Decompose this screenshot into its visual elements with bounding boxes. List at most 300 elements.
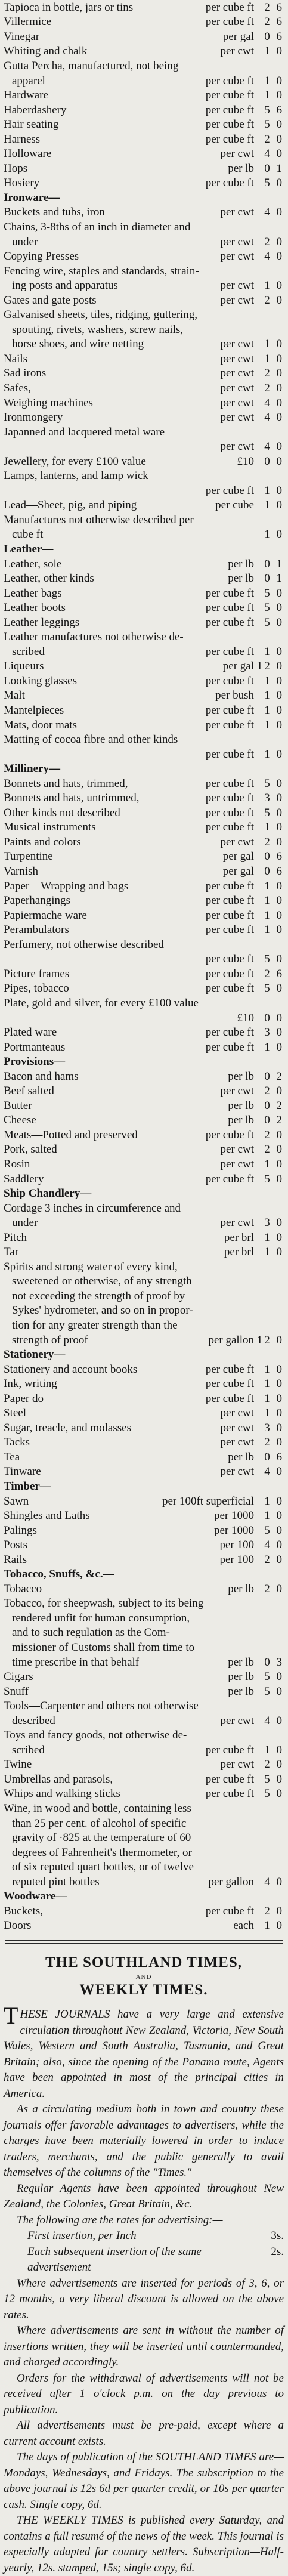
tariff-item: Varnish [4,866,39,878]
tariff-rate: 5 0 [264,1772,284,1786]
tariff-item: Posts [4,1539,28,1551]
tariff-rate: 0 0 [264,455,284,468]
tariff-row [4,864,284,879]
tariff-row [4,1391,284,1406]
tariff-unit: per cwt [220,440,254,453]
tariff-row [4,1318,284,1333]
tariff-item: Looking glasses [4,675,77,687]
tariff-item: Villermice [4,16,52,28]
tariff-rate: 4 0 [264,206,284,219]
tariff-unit: per cube ft [205,1392,254,1405]
tariff-unit: per cube ft [205,103,254,116]
tariff-row [4,1626,284,1641]
tariff-item: missioner of Customs shall from time to [12,1642,195,1654]
tariff-row [4,249,284,264]
tariff-rate: 4 0 [264,440,284,453]
drop-cap: T [4,2002,18,2029]
tariff-rate: 4 0 [264,1875,284,1888]
tariff-rate: 1 0 [264,1377,284,1391]
tariff-row [4,1274,284,1289]
tariff-unit: per cube ft [205,645,254,658]
tariff-row [4,439,284,454]
tariff-item: time prescribe in that behalf [12,1656,140,1668]
tariff-row [4,1215,284,1230]
tariff-item: Provisions— [4,1056,66,1068]
tariff-unit: per cube ft [205,923,254,937]
tariff-row [4,161,284,176]
tariff-unit: per cube ft [205,953,254,966]
tariff-rate: 3 0 [264,1026,284,1039]
tariff-item: Pipes, tobacco [4,983,69,994]
tariff-rate: 2 6 [264,16,284,29]
tariff-row [4,1743,284,1758]
tariff-item: Spirits and strong water of every kind, [4,1261,178,1272]
tariff-rate: 0 2 [264,1099,284,1112]
tariff-item: Holloware [4,148,52,160]
tariff-item: Copying Presses [4,251,79,262]
tariff-rate: 5 0 [264,586,284,600]
tariff-unit: per cube ft [205,894,254,907]
tariff-row [4,1874,284,1889]
tariff-item: Buckets, [4,1905,43,1917]
tariff-unit: per cwt [220,352,254,365]
tariff-rate: 5 0 [264,1670,284,1684]
tariff-item: horse shoes, and wire netting [12,338,144,350]
tariff-unit: per gallon [208,1875,254,1888]
tariff-rate: 1 0 [264,484,284,497]
tariff-row [4,747,284,762]
tariff-item: gravity of ·825 at the temperature of 60 [12,1832,191,1844]
tariff-section-heading [4,1186,284,1201]
tariff-rate: 2 0 [264,381,284,394]
tariff-row [4,981,284,996]
tariff-row [4,1083,284,1098]
advert-and: AND [135,1973,152,1981]
advert-para-publication: The days of publication of the SOUTHLAND TIMES are—Mondays, Wednesdays, and Fridays. The subscription to the above journal is 12s 6d per quarter credit, or 10s per quarter cash. Single copy, 6d. [4,2451,284,2511]
tariff-rate: 4 0 [264,250,284,263]
tariff-row [4,1698,284,1713]
tariff-rate: 5 6 [264,103,284,116]
tariff-rate: 2 0 [264,1758,284,1771]
tariff-item: Lead—Sheet, pig, and piping [4,499,137,511]
tariff-item: Leather, other kinds [4,573,94,585]
tariff-item: Cheese [4,1114,36,1126]
tariff-item: Ink, writing [4,1378,57,1390]
tariff-rate: 2 6 [264,967,284,980]
tariff-rate: 5 0 [264,953,284,966]
tariff-item: Whips and walking sticks [4,1788,120,1800]
tariff-item: Rails [4,1553,27,1565]
tariff-row [4,234,284,249]
tariff-rate: 1 0 [264,74,284,87]
tariff-item: Pitch [4,1231,27,1243]
tariff-unit: per lb [228,1114,254,1127]
tariff-item: Haberdashery [4,104,67,116]
customs-tariff-list [4,0,284,1933]
tariff-unit: per cube ft [205,704,254,717]
tariff-row [4,1435,284,1450]
tariff-item: ing posts and apparatus [12,280,118,292]
tariff-item: Portmanteaus [4,1041,66,1053]
tariff-rate: 4 0 [264,1465,284,1478]
advert-para-insertions: Where advertisements are sent in without the number of insertions written, they will be inserted until countermanded, and charged accordingly. [4,2324,284,2368]
tariff-rate: 1 0 [264,499,284,512]
tariff-unit: per cube ft [205,806,254,819]
tariff-unit: per cwt [220,1758,254,1771]
tariff-row [4,1113,284,1128]
tariff-row [4,1128,284,1142]
tariff-item: Manufactures not otherwise described per [4,514,194,526]
tariff-row [4,1333,284,1348]
advert-rates-list [4,2228,284,2276]
tariff-unit: per cube ft [205,982,254,995]
tariff-row [4,220,284,234]
tariff-item: described [12,1715,55,1726]
tariff-unit: per cwt [220,835,254,848]
tariff-item: Mantelpieces [4,705,64,716]
tariff-rate: 5 0 [264,777,284,790]
tariff-item: Bonnets and hats, trimmed, [4,777,128,789]
tariff-row [4,718,284,733]
tariff-section-heading [4,1054,284,1069]
tariff-unit: per cube ft [205,1772,254,1786]
tariff-rate: 1 0 [264,528,284,541]
tariff-item: of six reputed quart bottles, or of twelve [12,1861,194,1873]
tariff-item: Sad irons [4,367,47,379]
tariff-rate: 5 0 [264,1685,284,1698]
tariff-item: than 25 per cent. of alcohol of specific [12,1817,187,1829]
tariff-unit: per 1000 [213,1524,254,1537]
tariff-rate: 0 6 [264,30,284,43]
tariff-item: Other kinds not described [4,807,120,818]
tariff-rate: 1 0 [264,748,284,761]
tariff-rate: 1 0 [264,45,284,58]
tariff-unit: per lb [228,572,254,585]
advert-para-weekly: THE WEEKLY TIMES is published every Saturday, and contains a full resumé of the news of the week. This journal is especially adapted for country settlers. Subscription—Half-yearly, 12s. stamped, 15s; single copy, 6d. [4,2514,284,2574]
tariff-item: tion for any greater strength than the [12,1319,178,1331]
tariff-item: Nails [4,353,28,365]
tariff-unit: per cwt [220,1714,254,1727]
tariff-row [4,850,284,864]
tariff-unit: per cube ft [205,792,254,805]
tariff-row [4,512,284,527]
tariff-unit: per lb [228,1099,254,1112]
tariff-item: Sykes' hydrometer, and so on in propor- [12,1305,193,1317]
tariff-rate: 0 1 [264,557,284,570]
tariff-unit: per cwt [220,1436,254,1449]
tariff-rate: 5 0 [264,177,284,190]
tariff-rate: 4 0 [264,396,284,409]
tariff-rate: 2 0 [264,1436,284,1449]
tariff-unit: per lb [228,1670,254,1684]
tariff-row [4,586,284,601]
tariff-rate: 1 0 [264,89,284,102]
tariff-item: Lamps, lanterns, and lamp wick [4,470,148,482]
tariff-unit: per cwt [220,206,254,219]
tariff-unit: per cube ft [205,718,254,731]
tariff-row [4,1172,284,1187]
tariff-item: Gutta Percha, manufactured, not being [4,60,179,72]
tariff-rate: 0 3 [264,1655,284,1669]
advert-title-weekly: WEEKLY TIMES. [79,1982,208,1998]
tariff-unit: per cwt [220,1157,254,1170]
tariff-row [4,1919,284,1933]
tariff-item: Turpentine [4,851,53,863]
tariff-row [4,835,284,850]
tariff-item: Rosin [4,1158,30,1170]
tariff-item: Hosiery [4,177,40,189]
tariff-rate: 2 6 [264,1,284,14]
tariff-item: Fencing wire, staples and standards, strain- [4,265,199,277]
tariff-item: Bonnets and hats, untrimmed, [4,792,140,804]
tariff-unit: £10 [237,1011,254,1024]
tariff-item: Plate, gold and silver, for every £100 value [4,997,199,1009]
tariff-item: Cordage 3 inches in circumference and [4,1202,181,1214]
tariff-row [4,1069,284,1084]
tariff-rate: 2 0 [264,235,284,248]
tariff-unit: per gal [222,30,254,43]
tariff-item: Tinware [4,1466,41,1478]
tariff-row [4,659,284,674]
tariff-section-heading [4,761,284,776]
tariff-row [4,117,284,132]
rate-label: First insertion, per Inch [27,2229,137,2242]
tariff-row [4,1728,284,1743]
tariff-rate: 1 0 [264,1040,284,1054]
tariff-rate: 1 0 [264,1246,284,1259]
tariff-item: Paints and colors [4,836,81,848]
tariff-unit: per cwt [220,1465,254,1478]
tariff-row [4,1830,284,1845]
tariff-row [4,1450,284,1465]
tariff-item: and to such regulation as the Com- [12,1627,170,1639]
tariff-row [4,1596,284,1611]
tariff-rate: 1 0 [264,674,284,687]
tariff-row [4,1860,284,1874]
tariff-item: Doors [4,1920,32,1932]
tariff-row [4,703,284,718]
tariff-item: Ironmongery [4,412,63,424]
tariff-rate: 1 0 [264,879,284,892]
tariff-item: Timber— [4,1481,51,1492]
tariff-rate: 1 0 [264,821,284,834]
tariff-item: Liqueurs [4,660,44,672]
tariff-row [4,1669,284,1684]
tariff-rate: 5 0 [264,982,284,995]
tariff-rate: 2 0 [264,294,284,307]
tariff-row [4,1304,284,1318]
tariff-rate: 1 0 [264,338,284,351]
tariff-row [4,805,284,820]
tariff-unit: per cwt [220,45,254,58]
tariff-unit: per cwt [220,250,254,263]
tariff-row [4,73,284,88]
tariff-row [4,1025,284,1040]
tariff-item: Tapioca in bottle, jars or tins [4,1,134,13]
tariff-item: Saddlery [4,1173,44,1185]
tariff-rate: 2 0 [264,1128,284,1141]
tariff-row [4,908,284,923]
tariff-unit: per lb [228,1685,254,1698]
tariff-row [4,1244,284,1259]
tariff-unit: per cwt [220,1143,254,1156]
tariff-rate: 1 0 [264,1407,284,1420]
tariff-item: Buckets and tubs, iron [4,206,105,218]
tariff-row [4,44,284,59]
tariff-row [4,337,284,352]
tariff-unit: per lb [228,557,254,570]
tariff-unit: per 100ft superficial [162,1494,254,1508]
tariff-row [4,1684,284,1699]
tariff-rate: 4 0 [264,1539,284,1552]
rate-row [27,2244,284,2276]
tariff-unit: per lb [228,1450,254,1463]
tariff-item: Stationery and account books [4,1363,138,1375]
tariff-rate: 0 6 [264,865,284,878]
tariff-rate: 1 0 [264,645,284,658]
tariff-unit: per cwt [220,147,254,160]
tariff-item: apparel [12,75,45,87]
tariff-unit: per 100 [219,1539,254,1552]
tariff-item: Cigars [4,1671,33,1683]
tariff-rate: 2 0 [264,1904,284,1917]
tariff-item: Galvanised sheets, tiles, ridging, guttering, [4,309,198,321]
tariff-item: Mats, door mats [4,719,77,731]
tariff-rate: 0 1 [264,162,284,175]
tariff-unit: per bush [215,689,254,702]
tariff-row [4,1098,284,1113]
tariff-item: Harness [4,133,41,145]
tariff-section-heading [4,1347,284,1362]
tariff-unit: per cube ft [205,1904,254,1917]
tariff-item: Perambulators [4,924,69,936]
advert-para-prepaid: All advertisements must be pre-paid, except where a current account exists. [4,2419,284,2448]
tariff-item: Woodware— [4,1891,67,1902]
tariff-unit: per cwt [220,1421,254,1434]
tariff-row [4,1142,284,1157]
tariff-item: sweetened or otherwise, of any strength [12,1275,192,1287]
tariff-row [4,1552,284,1567]
tariff-unit: per cwt [220,235,254,248]
tariff-row [4,1772,284,1787]
tariff-item: Gates and gate posts [4,294,97,306]
tariff-item: Leather— [4,543,54,555]
tariff-unit: per cube ft [205,879,254,892]
tariff-row [4,893,284,908]
top-rule [5,1940,283,1941]
tariff-item: Sugar, treacle, and molasses [4,1422,131,1434]
tariff-item: Tobacco, for sheepwash, subject to its being [4,1598,204,1610]
advert-title: THE SOUTHLAND TIMES, [45,1954,243,1970]
tariff-unit: per cwt [220,1407,254,1420]
tariff-unit: per cwt [220,411,254,424]
tariff-rate: 1 0 [264,1743,284,1756]
tariff-unit: per 100 [219,1553,254,1566]
tariff-item: Wine, in wood and bottle, containing less [4,1803,191,1815]
tariff-row [4,322,284,337]
rate-row [27,2228,284,2244]
tariff-row [4,1201,284,1216]
tariff-section-heading [4,1479,284,1494]
tariff-item: Stationery— [4,1349,66,1361]
tariff-row [4,205,284,220]
tariff-row [4,630,284,645]
tariff-item: Sawn [4,1495,29,1507]
tariff-unit: per cwt [220,1085,254,1098]
tariff-rate: 2 0 [264,1582,284,1595]
tariff-row [4,1230,284,1245]
tariff-item: Beef salted [4,1085,54,1097]
top-rule-thin [5,1943,283,1944]
tariff-rate: 0 0 [264,1011,284,1024]
tariff-row [4,1289,284,1304]
tariff-item: Whiting and chalk [4,45,88,57]
tariff-item: Tobacco, Snuffs, &c.— [4,1568,114,1580]
tariff-rate: 3 0 [264,1421,284,1434]
tariff-rate: 2 0 [264,1143,284,1156]
tariff-row [4,1406,284,1421]
tariff-unit: per lb [228,1655,254,1669]
tariff-item: Leather boots [4,602,66,614]
tariff-unit: per gallon [208,1333,254,1346]
tariff-row [4,307,284,322]
tariff-rate: 5 0 [264,616,284,629]
tariff-row [4,469,284,484]
tariff-item: Malt [4,690,25,702]
tariff-item: cube ft [12,529,44,540]
tariff-item: Vinegar [4,30,40,42]
tariff-row [4,1040,284,1055]
tariff-row [4,1465,284,1479]
tariff-row [4,791,284,806]
tariff-row [4,557,284,572]
tariff-unit: per cube ft [205,616,254,629]
tariff-row [4,937,284,952]
tariff-rate: 0 6 [264,850,284,863]
tariff-row [4,600,284,615]
tariff-unit: per brl [224,1246,254,1259]
tariff-row [4,351,284,366]
tariff-rate: 3 0 [264,1216,284,1230]
tariff-row [4,483,284,498]
tariff-row [4,1816,284,1831]
tariff-row [4,571,284,586]
tariff-rate: 5 0 [264,806,284,819]
tariff-item: Leather bags [4,587,62,599]
tariff-item: rendered unfit for human consumption, [12,1612,190,1624]
tariff-item: Leather leggings [4,616,80,628]
tariff-row [4,1758,284,1772]
tariff-row [4,1787,284,1802]
tariff-item: Butter [4,1099,32,1111]
tariff-item: Tacks [4,1437,30,1448]
tariff-section-heading [4,1567,284,1582]
tariff-item: Plated ware [4,1027,57,1039]
tariff-item: Shingles and Laths [4,1510,90,1522]
tariff-unit: per cube ft [205,484,254,497]
tariff-row [4,1011,284,1026]
tariff-row [4,0,284,15]
advert-para-discount: Where advertisements are inserted for periods of 3, 6, or 12 months, a very liberal discount is allowed on the above rates. [4,2277,284,2321]
tariff-rate: 1 0 [264,704,284,717]
tariff-unit: per cwt [220,367,254,380]
tariff-unit: per cube ft [205,177,254,190]
tariff-item: Meats—Potted and preserved [4,1129,138,1141]
tariff-row [4,879,284,894]
tariff-row [4,615,284,630]
tariff-rate: 1 0 [264,909,284,922]
tariff-unit: £10 [237,455,254,468]
